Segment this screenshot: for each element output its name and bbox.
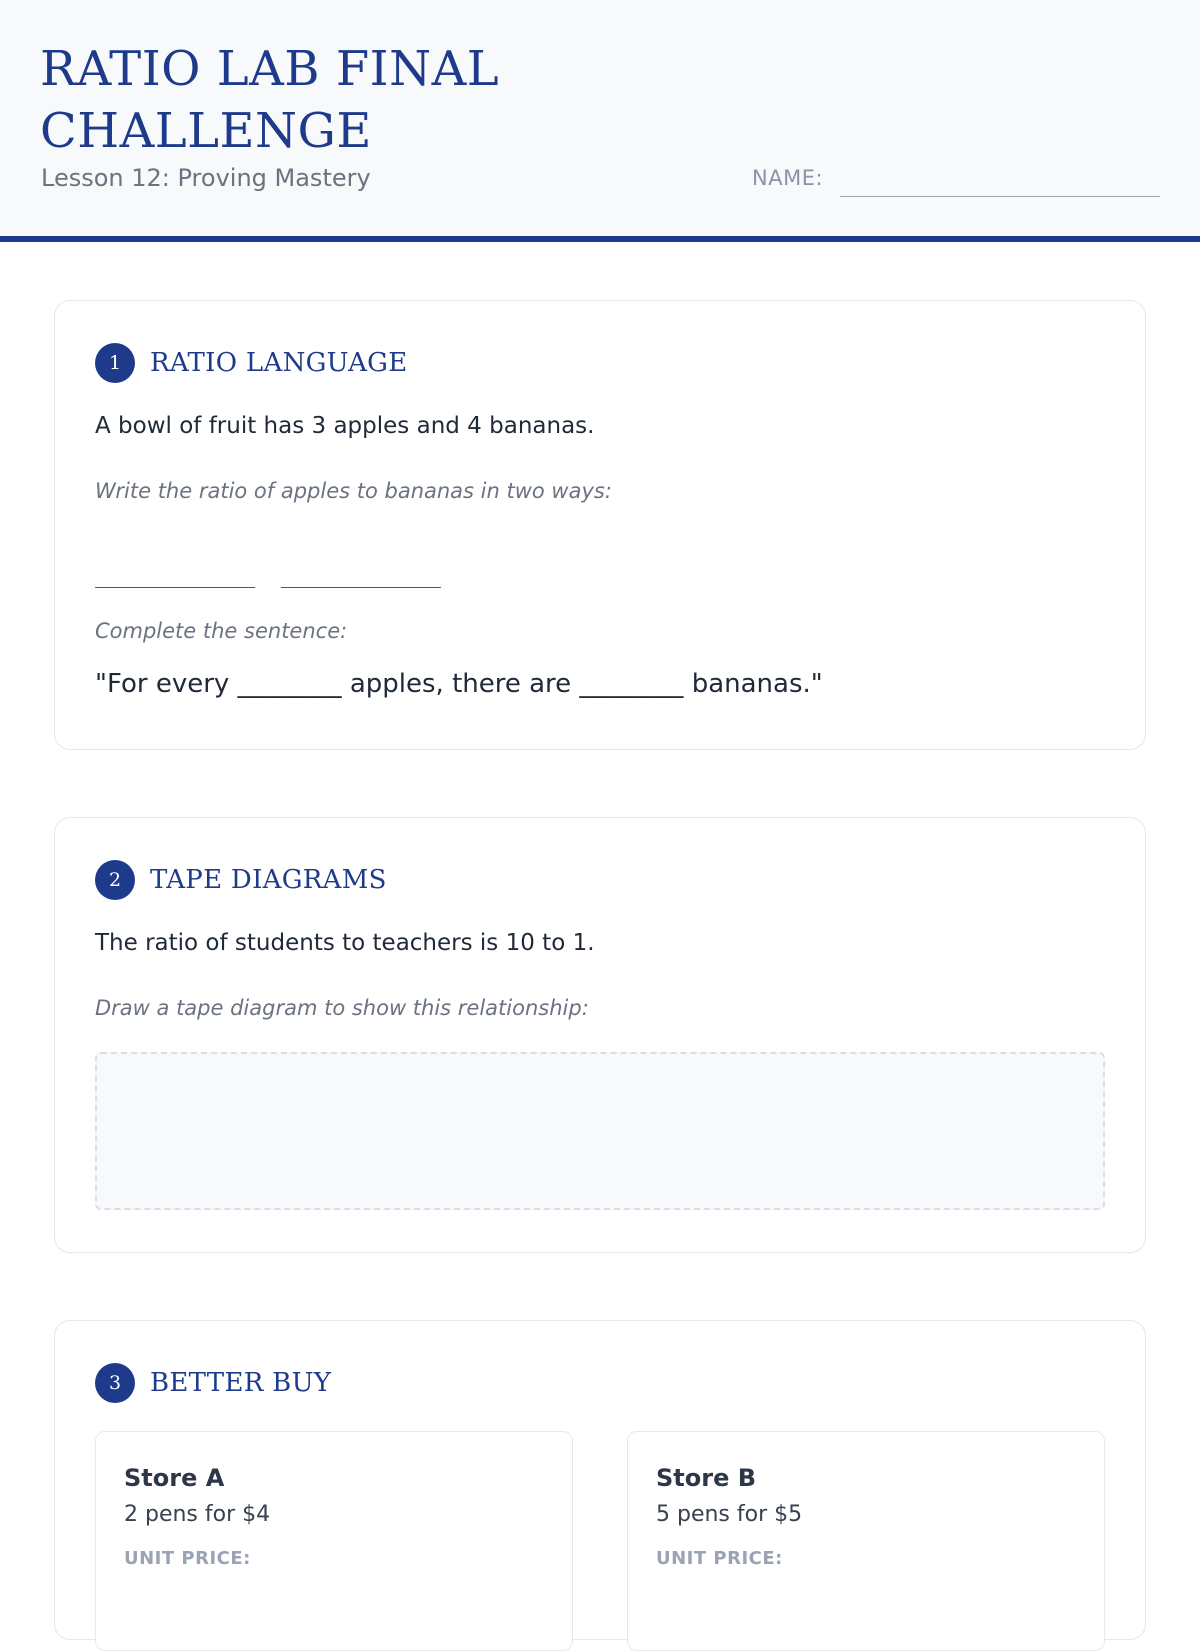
store-name: Store A <box>124 1464 225 1492</box>
unit-price-label: UNIT PRICE: <box>124 1548 251 1569</box>
section-number-badge: 2 <box>95 860 135 900</box>
section-number-badge: 3 <box>95 1363 135 1403</box>
question-prompt: A bowl of fruit has 3 apples and 4 bananas. <box>95 413 595 439</box>
worksheet-header <box>0 0 1200 242</box>
store-name: Store B <box>656 1464 757 1492</box>
store-a-card <box>95 1431 573 1651</box>
fill-in-sentence[interactable]: "For every ________ apples, there are ________ bananas." <box>95 669 823 699</box>
unit-price-label: UNIT PRICE: <box>656 1548 783 1569</box>
name-field[interactable] <box>840 196 1160 197</box>
sentence-instruction: Complete the sentence: <box>95 619 348 643</box>
section-tape-diagrams <box>54 817 1146 1253</box>
question-prompt: The ratio of students to teachers is 10 to 1. <box>95 930 595 956</box>
section-title: BETTER BUY <box>150 1368 332 1398</box>
ratio-answer-field-2[interactable] <box>281 587 441 588</box>
instruction-text: Write the ratio of apples to bananas in two ways: <box>95 479 612 503</box>
store-deal: 2 pens for $4 <box>124 1502 271 1527</box>
section-title: TAPE DIAGRAMS <box>150 865 387 895</box>
section-better-buy <box>54 1320 1146 1640</box>
store-b-card <box>627 1431 1105 1651</box>
store-deal: 5 pens for $5 <box>656 1502 803 1527</box>
section-number-badge: 1 <box>95 343 135 383</box>
section-title: RATIO LANGUAGE <box>150 348 408 378</box>
instruction-text: Draw a tape diagram to show this relationship: <box>95 996 589 1020</box>
lesson-subtitle: Lesson 12: Proving Mastery <box>41 164 371 192</box>
tape-diagram-drawing-area[interactable] <box>95 1052 1105 1210</box>
ratio-answer-field-1[interactable] <box>95 587 255 588</box>
name-label: NAME: <box>752 166 824 190</box>
page-title: RATIO LAB FINAL CHALLENGE <box>40 41 500 159</box>
section-ratio-language <box>54 300 1146 750</box>
